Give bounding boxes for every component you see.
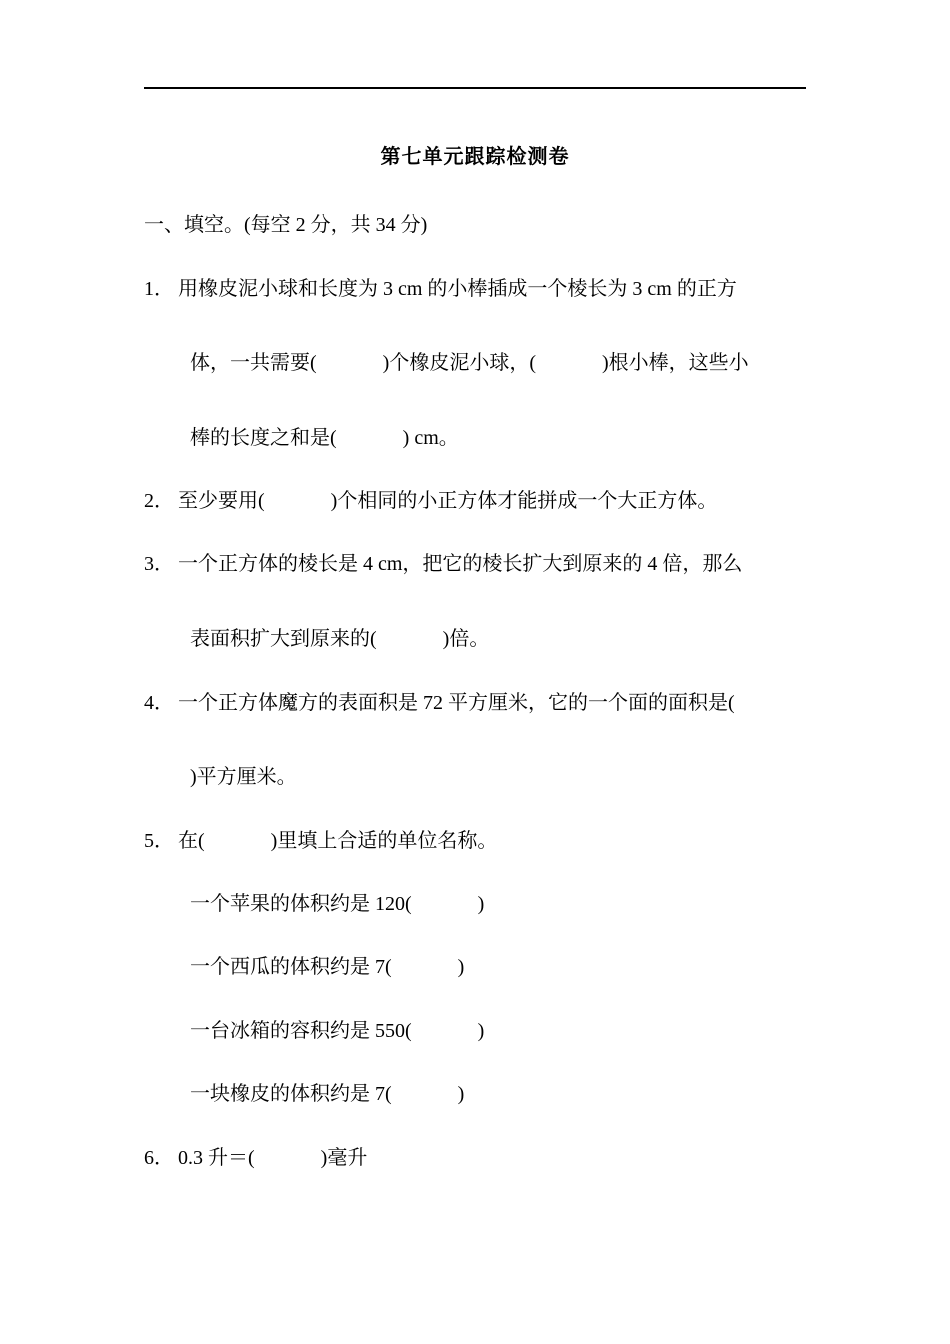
question-text: )平方厘米。 <box>190 766 297 788</box>
item-close: ) <box>457 1083 465 1105</box>
question-text: 一个正方体魔方的表面积是 72 平方厘米，它的一个面的面积是( <box>178 692 735 714</box>
question-4-line-2 <box>190 764 297 790</box>
question-text: )倍。 <box>442 628 490 650</box>
item-text: 一块橡皮的体积约是 7( <box>190 1083 392 1105</box>
question-5-line-1 <box>144 828 497 854</box>
question-number: 3． <box>144 553 174 575</box>
page-title: 第七单元跟踪检测卷 <box>380 144 570 168</box>
item-close: ) <box>477 1020 485 1042</box>
question-text: )个相同的小正方体才能拼成一个大正方体。 <box>330 490 718 512</box>
question-text: )根小棒，这些小 <box>602 352 749 374</box>
item-close: ) <box>477 893 485 915</box>
question-3-line-2 <box>190 626 489 652</box>
question-text: 一个正方体的棱长是 4 cm，把它的棱长扩大到原来的 4 倍，那么 <box>178 553 743 575</box>
question-number: 1． <box>144 278 174 300</box>
section-heading: 一、填空。(每空 2 分，共 34 分) <box>144 214 428 236</box>
question-text: 棒的长度之和是( <box>190 427 337 449</box>
question-2-line-1 <box>144 488 717 514</box>
question-5-item <box>190 891 484 917</box>
header-rule <box>144 87 806 89</box>
question-text: )个橡皮泥小球，( <box>382 352 536 374</box>
question-number: 6． <box>144 1147 174 1169</box>
item-text: 一个西瓜的体积约是 7( <box>190 956 392 978</box>
question-number: 2． <box>144 490 174 512</box>
question-5-item <box>190 954 464 980</box>
question-1-line-1 <box>144 276 737 302</box>
question-text: 0.3 升＝( <box>178 1147 255 1169</box>
item-close: ) <box>457 956 465 978</box>
question-5-item <box>190 1081 464 1107</box>
question-1-line-3 <box>190 425 459 451</box>
item-text: 一台冰箱的容积约是 550( <box>190 1020 412 1042</box>
question-text: 表面积扩大到原来的( <box>190 628 377 650</box>
question-5-item <box>190 1018 484 1044</box>
question-text: 体，一共需要( <box>190 352 317 374</box>
question-4-line-1 <box>144 690 735 716</box>
question-text: 在( <box>178 830 205 852</box>
question-number: 4． <box>144 692 174 714</box>
question-text: )里填上合适的单位名称。 <box>270 830 498 852</box>
question-number: 5． <box>144 830 174 852</box>
question-text: )毫升 <box>320 1147 368 1169</box>
question-6-line-1 <box>144 1145 367 1171</box>
item-text: 一个苹果的体积约是 120( <box>190 893 412 915</box>
question-text: 用橡皮泥小球和长度为 3 cm 的小棒插成一个棱长为 3 cm 的正方 <box>178 278 737 300</box>
question-text: ) cm。 <box>402 427 459 449</box>
question-text: 至少要用( <box>178 490 265 512</box>
question-1-line-2 <box>190 350 749 376</box>
question-3-line-1 <box>144 551 742 577</box>
